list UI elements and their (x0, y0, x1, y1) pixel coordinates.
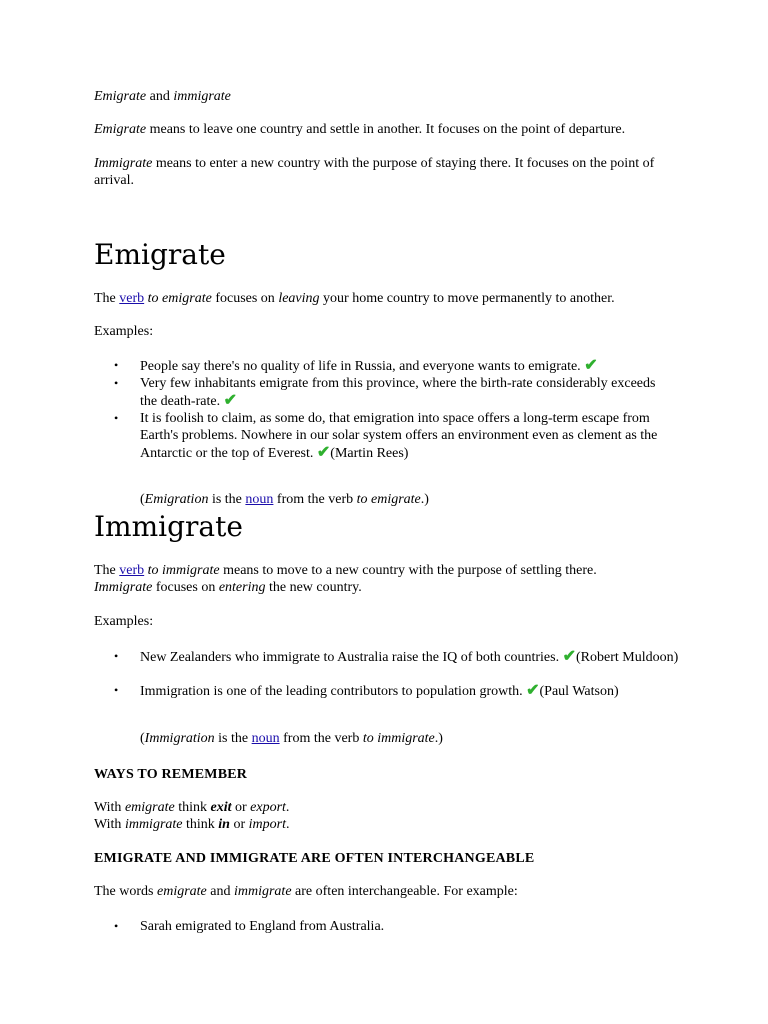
examples-label: Examples: (94, 324, 154, 339)
memory-line-immigrate: With immigrate think in or import. (94, 817, 290, 832)
verb-link[interactable]: verb (119, 291, 145, 306)
definition-emigrate: Emigrate means to leave one country and settle in another. It focuses on the point of departure. (94, 122, 626, 137)
verb-link[interactable]: verb (119, 563, 145, 578)
list-item: Sarah emigrated to England from Australia. (140, 919, 385, 934)
bullet: • (114, 376, 119, 390)
bullet: • (114, 411, 119, 425)
list-item: New Zealanders who immigrate to Australia raise the IQ of both countries. ✔(Robert Muldoon) (140, 648, 679, 665)
bullet: • (114, 358, 119, 372)
bullet: • (114, 683, 119, 697)
definition-immigrate: Immigrate means to enter a new country with the purpose of staying there. It focuses on the point of arrival. (94, 156, 655, 188)
memory-line-emigrate: With emigrate think exit or export. (94, 800, 290, 815)
noun-link[interactable]: noun (251, 731, 280, 746)
bullet: • (114, 919, 119, 933)
check-icon: ✔ (584, 357, 598, 374)
noun-link[interactable]: noun (245, 492, 274, 507)
bullet: • (114, 649, 119, 663)
emigration-note: (Emigration is the noun from the verb to emigrate.) (140, 492, 429, 507)
list-item: Very few inhabitants emigrate from this province, where the birth-rate considerably exceeds the death-rate. ✔ (140, 376, 656, 409)
heading-ways-to-remember: WAYS TO REMEMBER (94, 767, 248, 782)
immigration-note: (Immigration is the noun from the verb to immigrate.) (140, 731, 443, 746)
check-icon: ✔ (526, 682, 540, 699)
heading-interchangeable: EMIGRATE AND IMMIGRATE ARE OFTEN INTERCHANGEABLE (94, 851, 535, 866)
examples-label: Examples: (94, 614, 154, 629)
emigrate-paragraph: The verb to emigrate focuses on leaving your home country to move permanently to another. (94, 291, 615, 306)
check-icon: ✔ (316, 444, 331, 461)
list-item: Immigration is one of the leading contributors to population growth. ✔(Paul Watson) (140, 682, 619, 699)
heading-emigrate: Emigrate (94, 238, 226, 271)
immigrate-paragraph: The verb to immigrate means to move to a new country with the purpose of settling there. Immigrate focuses on entering the new country. (94, 563, 597, 595)
heading-immigrate: Immigrate (94, 510, 243, 543)
list-item: It is foolish to claim, as some do, that emigration into space offers a long-term escape from Earth's problems. Nowhere in our solar system offers an environment even as clement as the Antarctic or the top of Everest. ✔(Martin Rees) (140, 411, 658, 461)
check-icon: ✔ (562, 648, 577, 665)
list-item: People say there's no quality of life in Russia, and everyone wants to emigrate. ✔ (140, 357, 598, 374)
intro-title: Emigrate and immigrate (94, 89, 231, 104)
check-icon: ✔ (223, 392, 237, 409)
interchangeable-paragraph: The words emigrate and immigrate are often interchangeable. For example: (94, 884, 518, 899)
